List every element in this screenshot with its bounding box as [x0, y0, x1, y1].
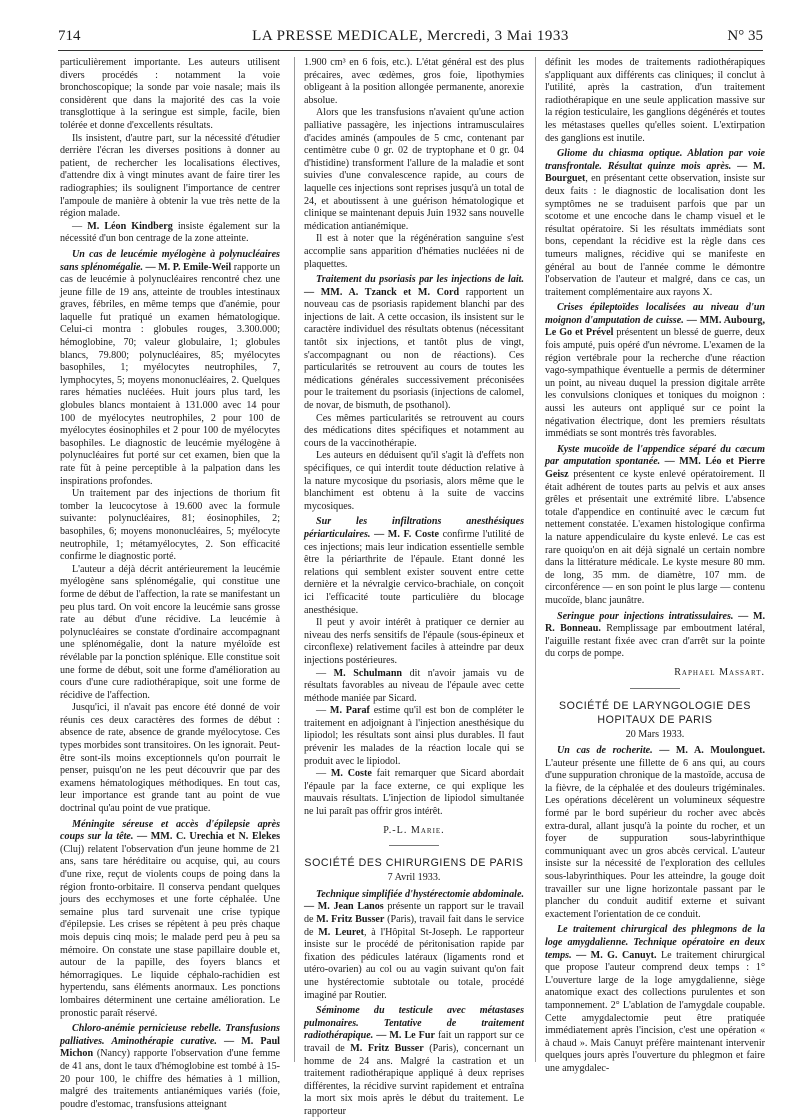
paragraph-text: estime qu'il est bon de compléter le traitement en adjoignant à l'injection anesthésique du lipiodol; les résultats sont ainsi plus durables. Il faut prévenir les malades de la réaction locale qui se produit avec le lipiodol. — [304, 705, 524, 767]
author-name: M. Fritz Busser — [350, 1042, 424, 1054]
author-name: M. Léon Kindberg — [87, 220, 173, 232]
column-1 — [60, 57, 280, 1111]
article-authors: — M. Jean Lanos — [304, 901, 384, 913]
article — [304, 889, 524, 1002]
paragraph: L'auteur a déjà décrit antérieurement la leucémie myélogène sans splénomégalie, qui constitue une forme de début de l'affection, la rate se manifestant un peu plus tard. On voit encore la leucémie sans grosse rate au début d'une récidive. La leucémie à polynucléaires se constate d'ordinaire accompagnant une splénomégalie, dont la nature myéloïde est révélable par la ponction splénique. Elle constitue soit une forme de début, soit une forme d'amélioration au cours d'une cure radiothérapique, soit une forme de récidive de l'affection. — [60, 563, 280, 701]
article — [304, 1005, 524, 1118]
article-heading: Méningite séreuse et accès d'épilepsie après coups sur la tête. — [60, 818, 280, 843]
article-heading: Sur les infiltrations anesthésiques périarticulaires. — [304, 516, 524, 540]
section-title: SOCIÉTÉ DES CHIRURGIENS DE PARIS — [304, 857, 524, 870]
author-name: M. Paraf — [329, 705, 370, 717]
paragraph: — M. Paraf estime qu'il est bon de compléter le traitement en adjoignant à l'injection anesthésique du lipiodol; les résultats sont ainsi plus durables. Il faut prévenir les malades de la réaction locale qui se produit avec le lipiodol. — [304, 705, 524, 767]
section-separator — [389, 845, 439, 846]
article — [304, 516, 524, 617]
section-date: 7 Avril 1933. — [387, 872, 441, 884]
paragraph-text: dit n'avoir jamais vu de résultats favorables au niveau de l'épaule avec cette méthode maniée par Sicard. — [304, 667, 524, 704]
article-authors: — MM. C. Urechia et N. Elekes — [133, 831, 280, 843]
paragraph-text: rapporte un cas de leucémie à polynucléaires rencontré chez une jeune fille de 19 ans, atteinte de troubles intestinaux graves, fébriles, en même temps que d'anémie, pour laquelle fut pratiqué un examen hématologique. Celui-ci montra : globules rouges, 3.300.000; hémoglobine, 70; valeur globulaire, 1; globules blancs, 79.800; polynucléaires, 85; myélocytes basophiles, 1; myélocytes neutrophiles, 7, lymphocytes, 5; moyens mononucléaires, 2. Quelques rares hématies nucléées. Huit jours plus tard, les globules blancs montaient à 131.000 avec 14 pour 100 de myélocytes neutrophiles, 2 pour 100 de myélocytes éosinophiles et 2 pour 100 de myélocytes basophiles. Le diagnostic de leucémie myélogène à polynucléaires fut porté sur cet examen, bien que la rate fût à peine perceptible à la palpation dans les inspirations profondes. — [60, 261, 280, 487]
article-authors: — MM. Aubourg, Le Go et Prével — [545, 314, 765, 339]
column-3 — [545, 57, 765, 1076]
paragraph: Ils insistent, d'autre part, sur la nécessité d'étudier derrière l'écran les diverses positions à donner au patient, de rechercher les localisations électives, d'attendre dix à vingt minutes avant de faire tirer les radiographies; ils soulignent l'importance de centrer l'ampoule de manière à obtenir la vue très nette de la région malade. — [60, 132, 280, 220]
paragraph-text: Remplissage par emboutment latéral, l'aiguille restant fixée avec cran d'arrêt sur la pointe du corps de pompe. — [545, 623, 765, 660]
journal-title: LA PRESSE MEDICALE, Mercredi, 3 Mai 1933 — [252, 28, 569, 44]
paragraph: — M. Coste fait remarquer que Sicard abordait l'épaule par la face externe, ce qui explique les mauvais résultats. L'injection de lipiodol simultanée ne lui paraît pas offrir gros intérêt. — [304, 768, 525, 818]
article-heading: Le traitement chirurgical des phlegmons de la loge amygdalienne. Technique opératoire en deux temps. — [545, 924, 765, 961]
paragraph-text: fait remarquer que Sicard abordait l'épaule par la face externe, ce qui explique les mauvais résultats. L'injection de lipiodol simultanée ne lui paraît pas offrir gros intérêt. — [304, 768, 525, 818]
paragraph: Alors que les transfusions n'avaient qu'une action palliative passagère, les injections intramusculaires d'acides aminés (ampoules de 5 cmc, contenant par centimètre cube 0 gr. 02 de tryptophane et 0 gr. 04 d'histidine) transforment l'allure de la maladie et sont suivies d'une convalescence rapide, au cours de laquelle ces injections sont reprises jusqu'à un total de 24, et aboutissent à une guérison hématologique et clinique se maintenant depuis Juin 1932 sans nouvelle médication antianémique. — [304, 107, 524, 232]
paragraph: — M. Schulmann dit n'avoir jamais vu de résultats favorables au niveau de l'épaule avec cette méthode maniée par Sicard. — [304, 667, 524, 704]
page-header — [58, 28, 763, 50]
paragraph-text: (Nancy) rapporte l'observation d'une femme de 41 ans, dont le taux d'hémoglobine est tombé à 15-20 pour 100, le chiffre des hématies à 1 million, malgré des traitements antianémiques variés (foie, poudre d'estomac, transfusions atteignant — [60, 1048, 280, 1110]
section-date: 20 Mars 1933. — [625, 728, 685, 740]
paragraph-text: L'auteur présente une fillette de 6 ans qui, au cours d'une suppuration chronique de la mastoïde, accusa de la fièvre, de la céphalée et des douleurs trigéminales. Les opérations décelèrent un volumineux séquestre formé par le bord supérieur du rocher avec abcès extra-dural, allant jusqu'à la pointe du rocher, et un foyer de suppuration sous-labyrinthique communiquant avec un gros abcès cervical. L'auteur insiste sur la nécessité de l'exploration des cellules sous-labyrinthiques. Pour les atteindre, la gouge doit travailler sur une ligne horizontale passant par le plancher du conduit auditif externe et suivant exactement l'orientation de ce conduit. — [545, 757, 765, 920]
article-heading: Un cas de leucémie myélogène à polynucléaires sans splénomégalie. — [60, 248, 280, 273]
section-title: SOCIÉTÉ DE LARYNGOLOGIE DES HOPITAUX DE PARIS — [558, 699, 752, 726]
issue-number: N° 35 — [727, 28, 763, 44]
article — [60, 1023, 280, 1111]
article-authors: — M. A. Moulonguet. — [652, 745, 766, 757]
article-heading: Technique simplifiée d'hystérectomie abdominale. — [316, 888, 524, 900]
paragraph-text: , en présentant cette observation, insiste sur deux faits : le diagnostic de localisation dont les symptômes ne se traduisent parfois que par un scotome et une encoche dans le champ visuel et le résultat opératoire. Si les résultats immédiats sont bons, cependant la récidive est la règle dans ces tumeurs malignes, récidive qui se manifeste en général au bout de l'année comme le démontre l'observation de l'auteur et malgré, dans ce cas, un traitement complémentaire aux rayons X. — [545, 173, 765, 298]
paragraph-text: , à l'Hôpital St-Joseph. Le rapporteur insiste sur le procédé de péritonisation rapide par fixation des pédicules latéraux (ligaments rond et utéro-ovarien) au col ou au vagin suivant qu'on fait une hystérectomie subtotale ou totale, procédé imaginé par Routier. — [304, 926, 525, 1001]
article-heading: Gliome du chiasma optique. Ablation par voie transfrontale. Résultat quinze mois après. — [545, 148, 765, 172]
paragraph: 1.900 cm³ en 6 fois, etc.). L'état général est des plus précaires, avec œdèmes, gros foie, lipothymies obligeant à la position allongée permanente, anorexie absolue. — [304, 57, 524, 106]
paragraph: Jusqu'ici, il n'avait pas encore été donné de voir réunis ces deux caractères des formes de début : absence de rate, absence de grande myélocytose. Ces types morbides sont transitoires. On les ignorait. Peut-être sont-ils moins exceptionnels qu'on pourrait le penser, puisqu'on ne les peut découvrir que par des examens hématologiques méthodiques. En tout cas, leur importance est grande tant au point de vue doctrinal qu'au point de vue pratique. — [60, 702, 280, 815]
article-authors: — M. P. Emile-Weil — [143, 261, 232, 273]
article — [545, 745, 765, 921]
paragraph-text: (Cluj) relatent l'observation d'un jeune homme de 21 ans, sans tare héréditaire ou acquise, qui, au cours d'une rixe, reçut de violents coups de poing dans la région fronto-orbitaire. Il conserva pendant quelques jours des ecchymoses et une forte céphalée. Une semaine plus tard survenait une crise typique d'épilepsie. Les crises se répètent à peu près chaque mois depuis cinq mois; le malade perd peu à peu sa mémoire. On constate une stase papillaire double et, autour de la papille, des foyers blancs et hémorragiques. Le liquide céphalo-rachidien est hypertendu, sans éléments anormaux. Les ponctions lombaires déterminent une certaine amélioration. Le pronostic paraît réservé. — [60, 843, 280, 1019]
section-separator — [630, 688, 680, 689]
article-heading: Kyste mucoïde de l'appendice séparé du cæcum par amputation spontanée. — [545, 443, 765, 468]
paragraph-text: présentent un blessé de guerre, deux fois amputé, puis opéré d'un névrome. L'examen de la région vertébrale pour la recherche d'une réaction vago-sympathique éventuelle a permis de déterminer un point, au niveau duquel la pression digitale arrête les convulsions cloniques et toniques du moignon : aussi les auteurs ont appliqué sur ce point la négativation électrique, dont les premiers résultats immédiats se sont montrés très favorables. — [545, 327, 765, 440]
article-heading: Séminome du testicule avec métastases pulmonaires. Tentative de traitement radiothérapique. — [304, 1005, 524, 1042]
author-name: M. Schulmann — [333, 667, 403, 679]
paragraph-text: rapportent un nouveau cas de psoriasis rapidement blanchi par des injections de lait. A cette occasion, ils insistent sur le caractère individuel des résultats obtenus (nécessitant tantôt six injections, et tantôt plus de vingt, s'accompagnant ou non de réactions). Ces particularités se retrouvent au cours de toutes les médications générales successivement préconisées pour le traitement du psoriasis (injections de calomel, de novar, de bismuth, de psothanol). — [304, 286, 524, 412]
article-heading: Traitement du psoriasis par les injections de lait. — [316, 274, 524, 286]
article-authors: — M. Paul Michon — [60, 1035, 280, 1060]
paragraph-text: (Paris), travail fait dans le service de — [304, 914, 524, 938]
paragraph-text: présentent ce kyste enlevé opératoirement. Il était adhérent de toutes parts au pelvis et aux anses grêles et présentait une extrémité libre. L'absence totale d'appendice en continuité avec le cæcum fut nettement constatée. L'examen histologique confirma la nature appendiculaire du kyste enlevé. Le cas est rare quoiqu'on en ait déjà signalé un certain nombre dans la littérature médicale. Le kyste mesure 80 mm. de long, 35 mm. de diamètre, 107 mm. de circonférence — en son point le plus large — contenu mucoïde, blanc jaunâtre. — [545, 469, 765, 606]
paragraph: Les auteurs en déduisent qu'il s'agit là d'effets non spécifiques, ce qui interdit toute déduction relative à la nature mycosique du psoriasis, alors même que le blanchiment est obtenu à la suite de vaccins mycosiques. — [304, 450, 524, 512]
article — [545, 611, 765, 661]
article — [545, 302, 765, 441]
article — [545, 924, 765, 1075]
article — [304, 274, 524, 413]
article-authors: — M. Bourguet — [545, 160, 765, 185]
article — [60, 819, 280, 1021]
paragraph-text: présente un rapport sur le travail de — [304, 901, 524, 925]
article — [60, 249, 280, 488]
article-authors: — M. F. Coste — [370, 528, 439, 540]
paragraph-text: insiste également sur la nécessité d'un bon centrage de la zone atteinte. — [60, 220, 280, 245]
paragraph: Ces mêmes particularités se retrouvent au cours des médications dites spécifiques et notamment au cours de la vaccinothérapie. — [304, 412, 524, 449]
paragraph: Un traitement par des injections de thorium fit tomber la leucocytose à 19.600 avec la formule suivante: polynucléaires, 81; éosinophiles, 2; basophiles, 6; moyens mononucléaires, 5; myélocyte neutrophile, 1; métamyélocytes, 2. Son efficacité confirme le diagnostic porté. — [60, 488, 280, 563]
article-heading: Un cas de rocherite. — [557, 745, 653, 757]
article-heading: Crises épileptoïdes localisées au niveau d'un moignon d'amputation de cuisse. — [545, 302, 765, 326]
author-name: M. Fritz Busser — [316, 914, 385, 925]
article-authors: — M. G. Canuyt. — [571, 949, 657, 961]
author-name: M. Coste — [330, 768, 372, 780]
article-heading: Chloro-anémie pernicieuse rebelle. Transfusions palliatives. Aminothérapie curative. — [60, 1023, 280, 1047]
article — [545, 148, 765, 299]
paragraph-text: confirme l'utilité de ces injections; mais leur indication essentielle semble être la périarthrite de l'épaule. Etant donné les relations qui semblent exister souvent entre cette dernière et la névralgie cervico-brachiale, on conçoit ici l'efficacité toute particulière du blocage anesthésique. — [304, 528, 525, 616]
column-2 — [304, 57, 524, 1119]
author-name: M. Leuret — [318, 926, 365, 938]
paragraph: — M. Léon Kindberg insiste également sur la nécessité d'un bon centrage de la zone atteinte. — [60, 220, 280, 245]
paragraph-text: (Paris), concernant un homme de 24 ans. Malgré la castration et un traitement radiothérapique appliqué à deux reprises différentes, la récidive survint rapidement et entraîna la mort six mois après le début du traitement. Le rapporteur — [304, 1042, 524, 1117]
paragraph-text: Le traitement chirurgical que propose l'auteur comprend deux temps : 1° L'ouverture large de la loge amygdalienne, siège anatomique exact des collections purulentes et son tamponnement. 2° L'ablation de l'amygdale coupable. Cette amygdalectomie peut être pratiquée immédiatement après l'incision, c'est une opération « à chaud ». Mais Canuyt préfère maintenant intervenir quelques jours après l'ouverture du phlegmon et faire une amygdalec- — [545, 949, 766, 1074]
article-authors: — MM. A. Tzanck et M. Cord — [304, 286, 460, 298]
article — [545, 444, 765, 608]
article-authors: — M. R. Bonneau. — [545, 610, 765, 635]
article-authors: — MM. Léo et Pierre Geisz — [545, 456, 765, 480]
column-divider — [294, 57, 295, 1062]
paragraph: définit les modes de traitements radiothérapiques s'appliquant aux différents cas cliniques; il conclut à l'utilité, après la castration, d'un traitement radiothérapique en une seule application massive sur la région testiculaire, les ganglions dégénérés et toutes les métastases quelles qu'elles soient. L'extirpation des ganglions est inutile. — [545, 57, 765, 144]
column-divider — [535, 57, 536, 1062]
article-authors: — M. Le Fur — [373, 1030, 435, 1042]
paragraph: Il est à noter que la régénération sanguine s'est accomplie sans apparition d'hématies nucléées ni de plaquettes. — [304, 233, 524, 270]
signature: P.-L. Marie. — [383, 824, 445, 836]
signature: Raphael Massart. — [674, 666, 765, 678]
paragraph-text: fait un rapport sur ce travail de — [304, 1030, 524, 1054]
page-number: 714 — [58, 28, 81, 44]
header-rule — [58, 50, 763, 51]
article-heading: Seringue pour injections intratissulaires. — [557, 610, 734, 622]
paragraph: particulièrement importante. Les auteurs utilisent divers procédés : notamment la voie bronchoscopique; la sonde par voie nasale; mais ils considèrent que dans la majorité des cas la voie transglottique à la seringue est simple, facile, bien tolérée et donne d'excellents résultats. — [60, 57, 280, 131]
paragraph: Il peut y avoir intérêt à pratiquer ce dernier au niveau des nerfs sensitifs de l'épaule (sous-épineux et circonflexe) relativement faciles à atteindre par deux injections postérieures. — [304, 617, 524, 666]
